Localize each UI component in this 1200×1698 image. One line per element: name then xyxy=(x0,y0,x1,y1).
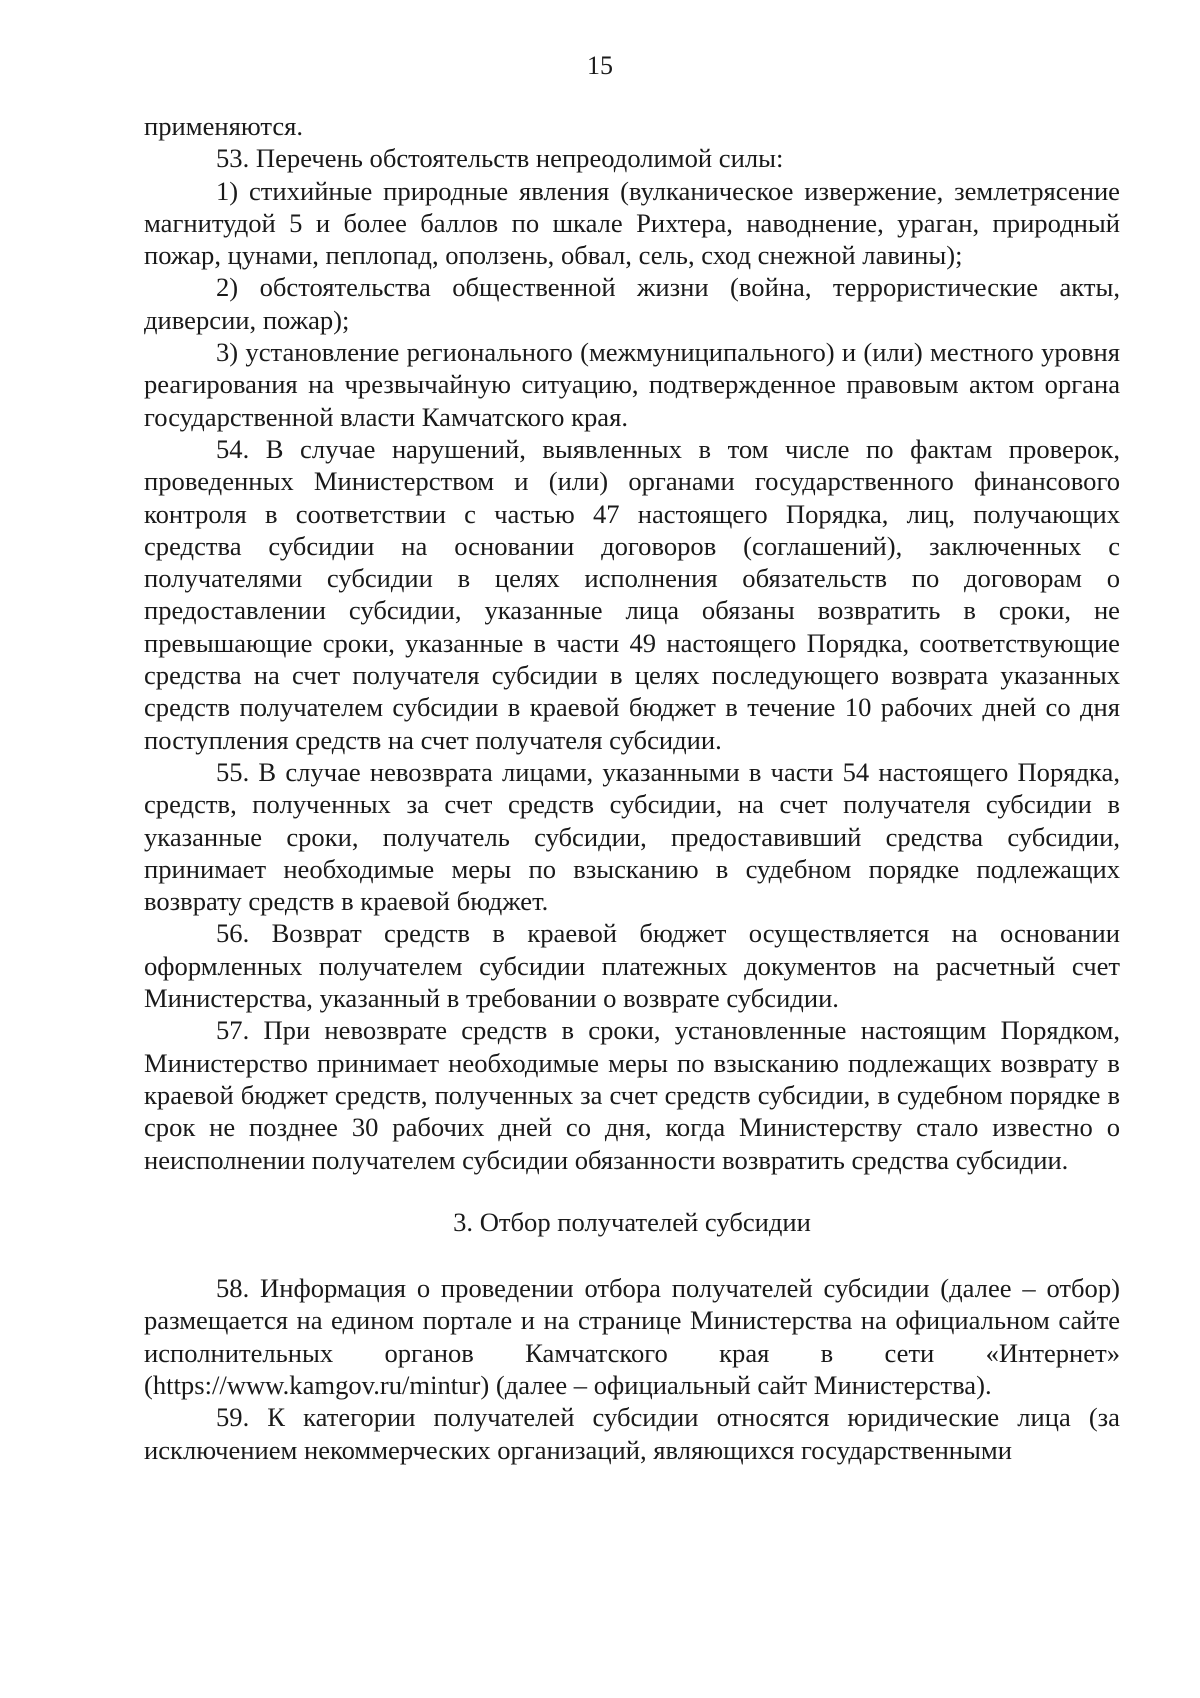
paragraph-53-item-1: 1) стихийные природные явления (вулканическое извержение, землетрясение магнитудой 5 и более баллов по шкале Рихтера, наводнение, ураган, природный пожар, цунами, пеплопад, оползень, обвал, сель, сход снежной лавины); xyxy=(144,175,1120,271)
paragraph-55: 55. В случае невозврата лицами, указанными в части 54 настоящего Порядка, средств, полученных за счет средств субсидии, на счет получателя субсидии в указанные сроки, получатель субсидии, предоставивший средства субсидии, принимает необходимые меры по взысканию в судебном порядке подлежащих возврату средств в краевой бюджет. xyxy=(144,756,1120,917)
paragraph-53-item-3: 3) установление регионального (межмуниципального) и (или) местного уровня реагирования на чрезвычайную ситуацию, подтвержденное правовым актом органа государственной власти Камчатского края. xyxy=(144,337,1120,432)
paragraph-58: 58. Информация о проведении отбора получателей субсидии (далее – отбор) размещается на едином портале и на странице Министерства на официальном сайте исполнительных органов Камчатского края в сети «Интернет» (https://www.kamgov.ru/mintur) (далее – официальный сайт Министерства). xyxy=(144,1273,1120,1400)
paragraph-56: 56. Возврат средств в краевой бюджет осуществляется на основании оформленных получателем субсидии платежных документов на расчетный счет Министерства, указанный в требовании о возврате субсидии. xyxy=(144,918,1120,1014)
document-body xyxy=(144,110,1120,1466)
section-title: 3. Отбор получателей субсидии xyxy=(453,1206,811,1237)
page-number: 15 xyxy=(587,51,613,80)
paragraph-57: 57. При невозврате средств в сроки, установленные настоящим Порядком, Министерство принимает необходимые меры по взысканию подлежащих возврату в краевой бюджет средств, полученных за счет средств субсидии, в судебном порядке в срок не позднее 30 рабочих дней со дня, когда Министерству стало известно о неисполнении получателем субсидии обязанности возвратить средства субсидии. xyxy=(144,1015,1120,1175)
paragraph-53: 53. Перечень обстоятельств непреодолимой силы: xyxy=(216,143,784,174)
paragraph-54: 54. В случае нарушений, выявленных в том числе по фактам проверок, проведенных Министерством и (или) органами государственного финансового контроля в соответствии с частью 47 настоящего Порядка, лиц, получающих средства субсидии на основании договоров (соглашений), заключенных с получателями субсидии в целях исполнения обязательств по договорам о предоставлении субсидии, указанные лица обязаны возвратить в сроки, не превышающие сроки, указанные в части 49 настоящего Порядка, соответствующие средства на счет получателя субсидии в целях последующего возврата указанных средств получателем субсидии в краевой бюджет в течение 10 рабочих дней со дня поступления средств на счет получателя субсидии. xyxy=(144,433,1120,755)
paragraph-53-item-2: 2) обстоятельства общественной жизни (война, террористические акты, диверсии, пожар); xyxy=(144,272,1120,335)
paragraph-59: 59. К категории получателей субсидии относятся юридические лица (за исключением некоммерческих организаций, являющихся государственными xyxy=(144,1402,1120,1465)
paragraph-continuation: применяются. xyxy=(144,111,304,141)
